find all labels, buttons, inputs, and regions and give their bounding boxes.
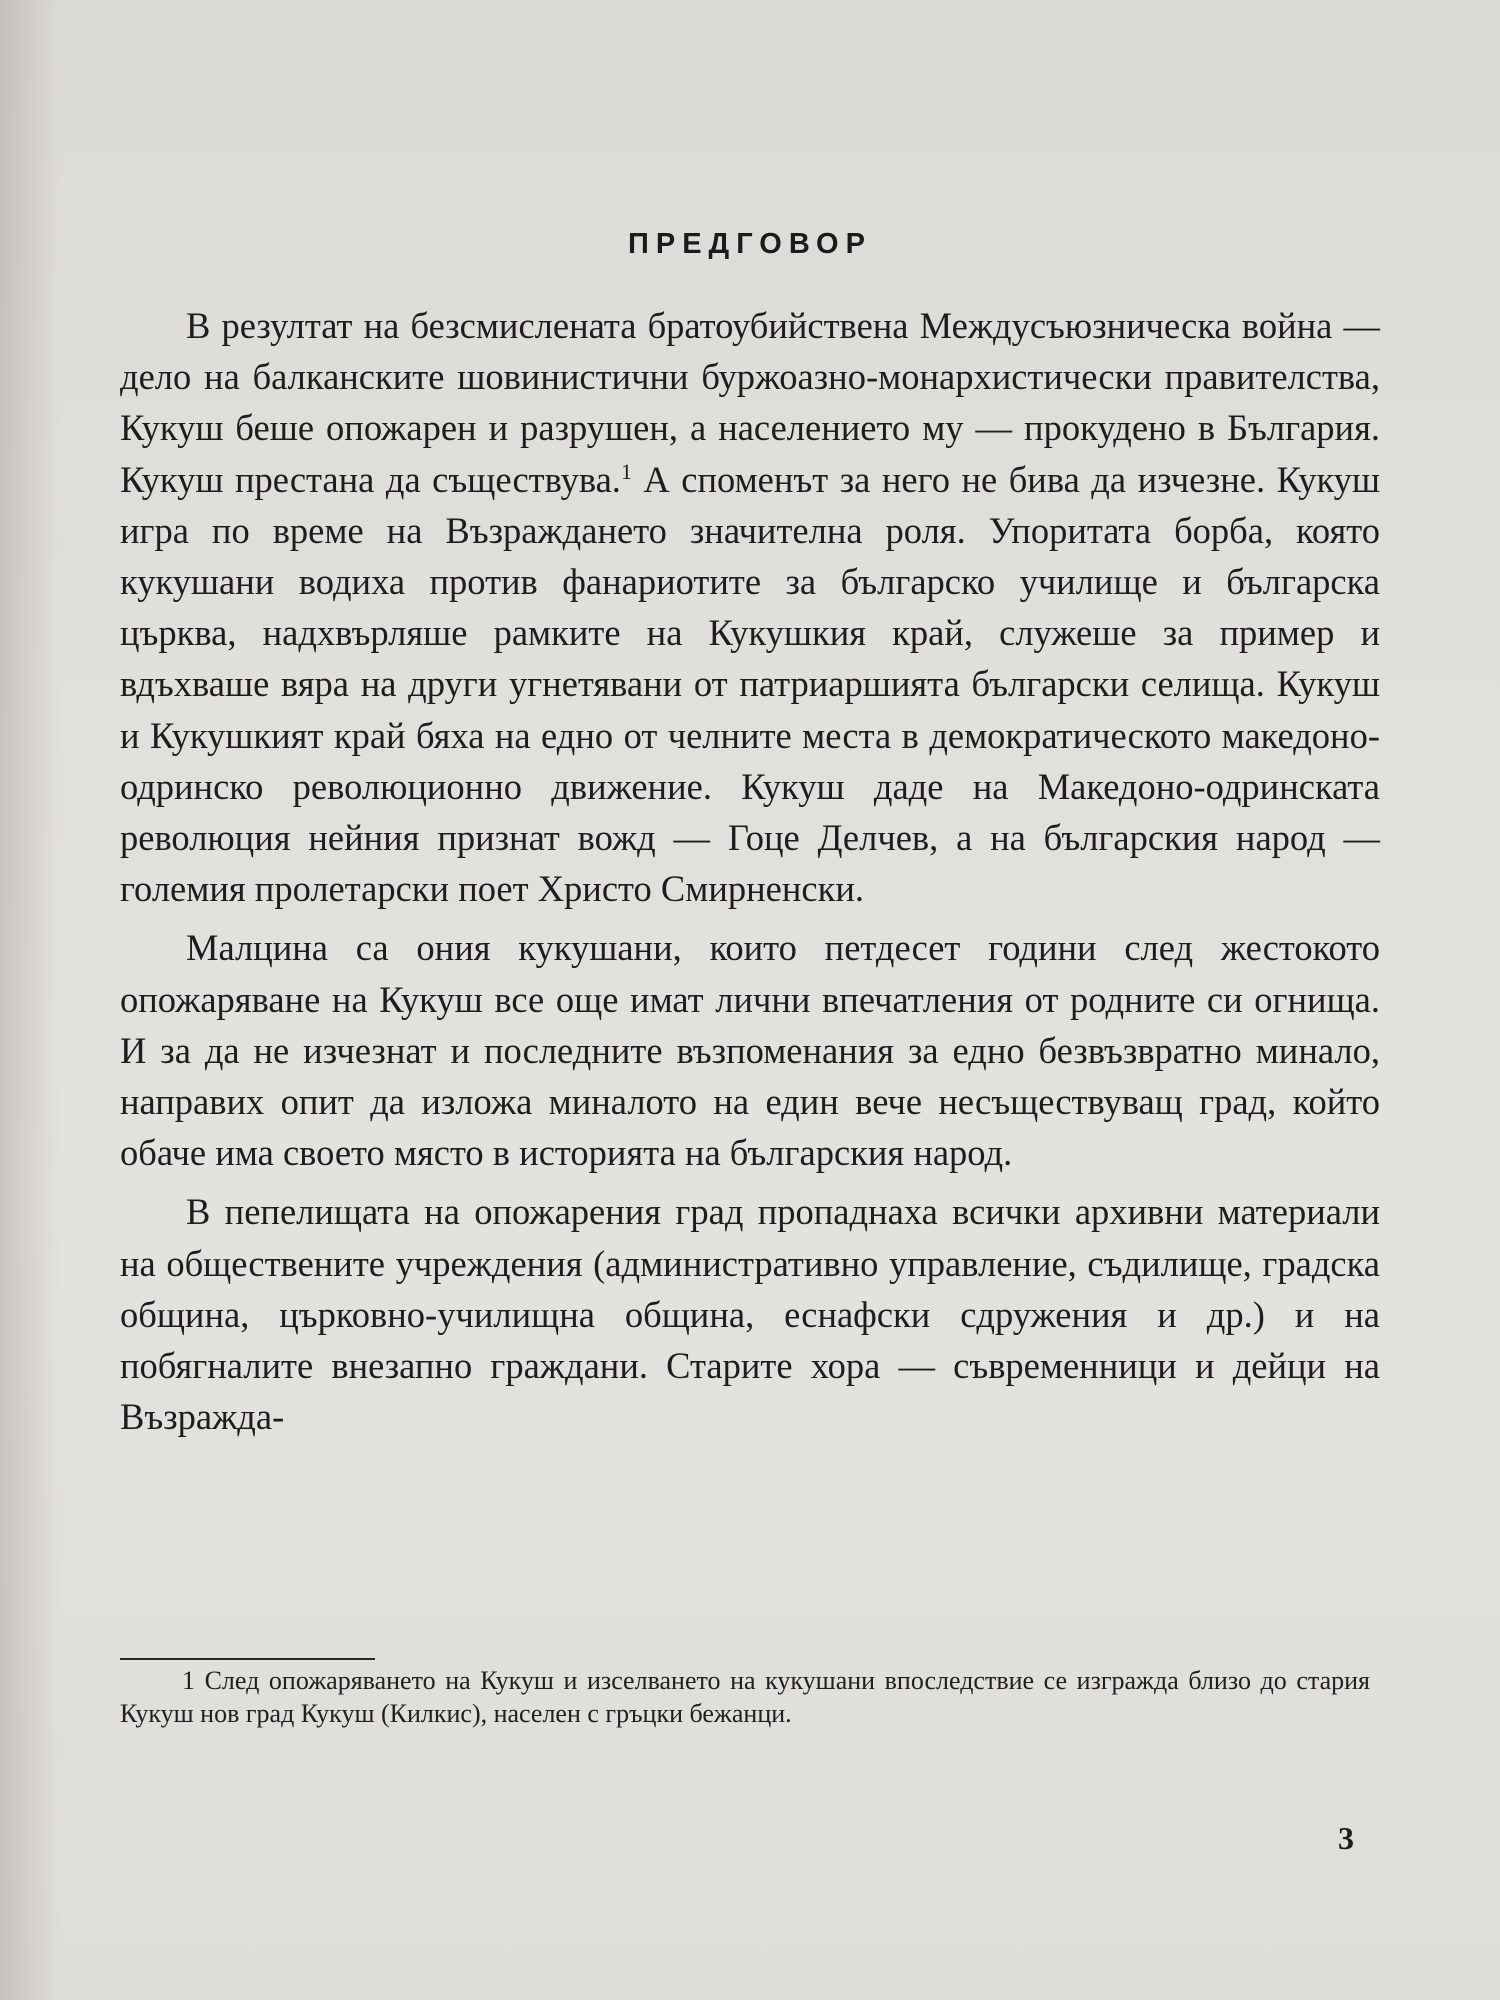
footnote-reference: 1 (620, 458, 632, 484)
paragraph: В пепелищата на опожарения град пропаднаха всички архивни материали на обществените учреждения (административно управление, съдилище, градска община, църковно-училищна община, еснафски сдружения и др.) и на побягналите внезапно граждани. Старите хора — съвременници и дейци на Възражда- (120, 1191, 1380, 1438)
footnote-marker: 1 (182, 1666, 195, 1695)
paragraph-1-continuation: А споменът за него не бива да изчезне. Кукуш игра по време на Възраждането значителна роля. Упоритата борба, която кукушани водиха против фанариотите за българско училище и българска църква, надхвърляше рамките на Кукушкия край, служеше за пример и вдъхваше вяра на други угнетявани от патриаршията български селища. Кукуш и Кукушкият край бяха на едно от челните места в демократическото македоно-одринско революционно движение. Кукуш даде на Македоно-одринската революция нейния признат вожд — Гоце Делчев, а на българския народ — големия пролетарски поет Христо Смирненски. (120, 458, 1381, 910)
paragraph-1-text: В резултат на безсмислената братоубийствена Междусъюзническа война — дело на балканските шовинистични буржоазно-монархистически правителства, Кукуш беше опожарен и разрушен, а населението му — прокудено в България. Кукуш престана да съществува. (120, 305, 1380, 500)
paragraph: Малцина са ония кукушани, които петдесет години след жестокото опожаряване на Кукуш все още имат лични впечатления от родните си огнища. И за да не изчезнат и последните възпоменания за едно безвъзвратно минало, направих опит да изложа миналото на един вече несъществуващ град, който обаче има своето място в историята на българския народ. (120, 927, 1380, 1174)
paragraph (120, 300, 1380, 914)
page-title: ПРЕДГОВОР (628, 228, 872, 260)
footnote-divider (120, 1658, 375, 1660)
footnote (120, 1664, 1370, 1730)
page-number: 3 (1338, 1820, 1354, 1856)
footnote-text: След опожаряването на Кукуш и изселването на кукушани впоследствие се изгражда близо до стария Кукуш нов град Кукуш (Килкис), населен с гръцки бежанци. (120, 1666, 1370, 1728)
body-text (120, 300, 1380, 1450)
